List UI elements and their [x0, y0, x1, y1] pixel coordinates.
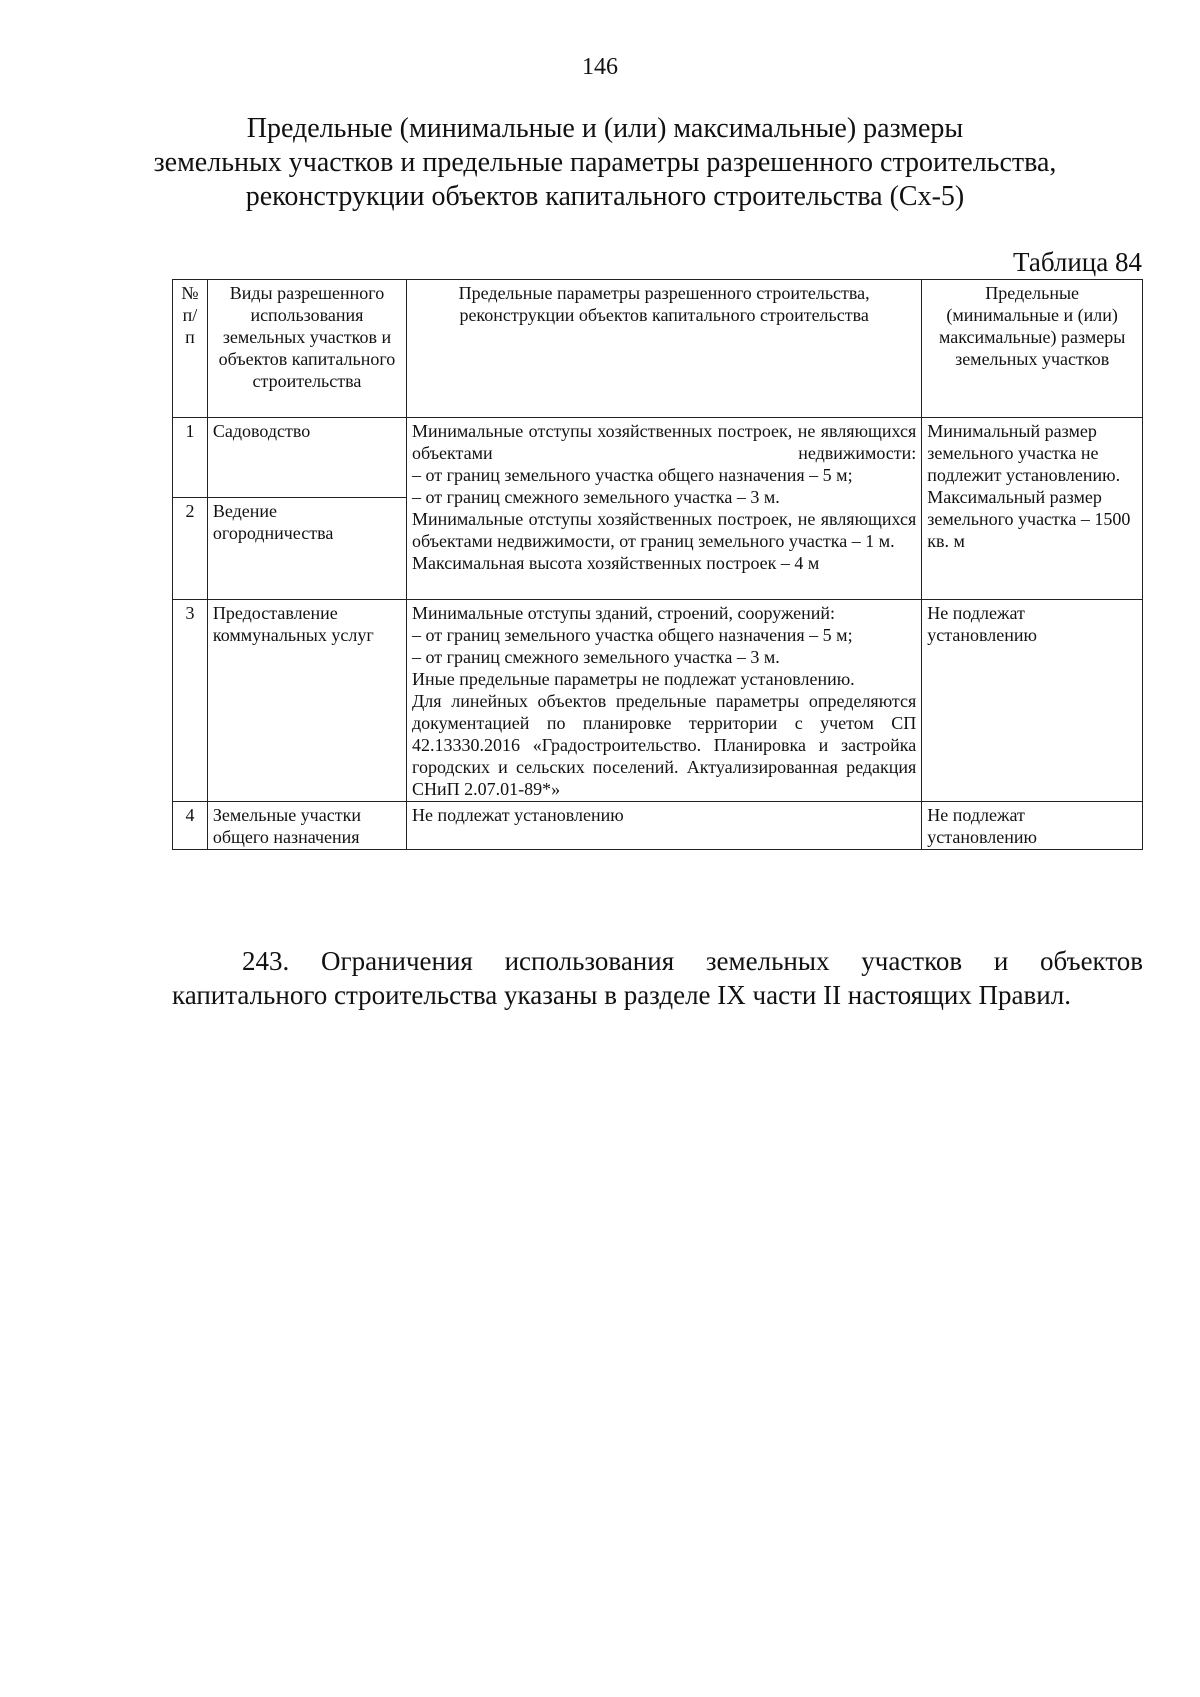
- title-line-2: земельных участков и предельные параметры разрешенного строительства,: [153, 147, 1057, 178]
- table-row: [173, 802, 1143, 850]
- params-1-2-p3: – от границ смежного земельного участка – 3 м.: [412, 487, 780, 507]
- header-params: Предельные параметры разрешенного строительства, реконструкции объектов капитального строительства: [407, 280, 922, 418]
- paragraph-text: Ограничения использования земельных участков и объектов капитального строительства указаны в разделе IX части II настоящих Правил.: [172, 946, 1144, 1010]
- row-3-params: [407, 600, 922, 802]
- row-2-kind: Ведение огородничества: [207, 498, 406, 600]
- params-1-2-p1: Минимальные отступы хозяйственных построек, не являющихся объектами недвижимости:: [412, 421, 917, 463]
- title-line-1: Предельные (минимальные и (или) максимальные) размеры: [246, 113, 964, 144]
- paragraph-number: 243.: [242, 946, 290, 976]
- row-1-kind: Садоводство: [207, 418, 406, 498]
- params-1-2-p4: Минимальные отступы хозяйственных построек, не являющихся объектами недвижимости, от границ земельного участка – 1 м.: [412, 509, 917, 551]
- paragraph-243: [172, 944, 1143, 1012]
- params-3-p4: Иные предельные параметры не подлежат установлению.: [412, 669, 855, 689]
- params-1-2-p2: – от границ земельного участка общего назначения – 5 м;: [412, 465, 853, 485]
- table-header-row: [173, 280, 1143, 418]
- title-line-3: реконструкции объектов капитального строительства (Сх-5): [245, 181, 965, 212]
- document-title: [150, 112, 1060, 214]
- header-size: Предельные (минимальные и (или) максимальные) размеры земельных участков: [922, 280, 1143, 418]
- page-number: 146: [582, 54, 618, 80]
- params-3-p1: Минимальные отступы зданий, строений, сооружений:: [412, 603, 836, 623]
- row-4-num: 4: [173, 802, 208, 850]
- header-kind: Виды разрешенного использования земельных участков и объектов капитального строительства: [207, 280, 406, 418]
- rows-1-2-size: [922, 418, 1143, 600]
- table-row: [173, 600, 1143, 802]
- rows-1-2-params: [407, 418, 922, 600]
- params-3-p5: Для линейных объектов предельные параметры определяются документацией по планировке территории с учетом СП 42.13330.2016 «Градостроительство. Планировка и застройка городских и сельских поселений. Актуализированная редакция СНиП 2.07.01-89*»: [412, 691, 917, 799]
- row-3-size: Не подлежат установлению: [922, 600, 1143, 802]
- size-1-2-p2: Максимальный размер земельного участка – 1500 кв. м: [927, 487, 1131, 551]
- row-1-num: 1: [173, 418, 208, 498]
- row-4-params: Не подлежат установлению: [407, 802, 922, 850]
- row-4-size: Не подлежат установлению: [922, 802, 1143, 850]
- size-1-2-p1: Минимальный размер земельного участка не подлежит установлению.: [927, 421, 1121, 485]
- row-4-kind: Земельные участки общего назначения: [207, 802, 406, 850]
- table-row: [173, 418, 1143, 498]
- params-3-p3: – от границ смежного земельного участка – 3 м.: [412, 647, 780, 667]
- header-num: № п/п: [173, 280, 208, 418]
- table-caption: Таблица 84: [1013, 247, 1142, 277]
- row-3-kind: Предоставление коммунальных услуг: [207, 600, 406, 802]
- params-1-2-p5: Максимальная высота хозяйственных построек – 4 м: [412, 553, 820, 573]
- parameters-table: [172, 279, 1143, 850]
- row-3-num: 3: [173, 600, 208, 802]
- row-2-num: 2: [173, 498, 208, 600]
- params-3-p2: – от границ земельного участка общего назначения – 5 м;: [412, 625, 853, 645]
